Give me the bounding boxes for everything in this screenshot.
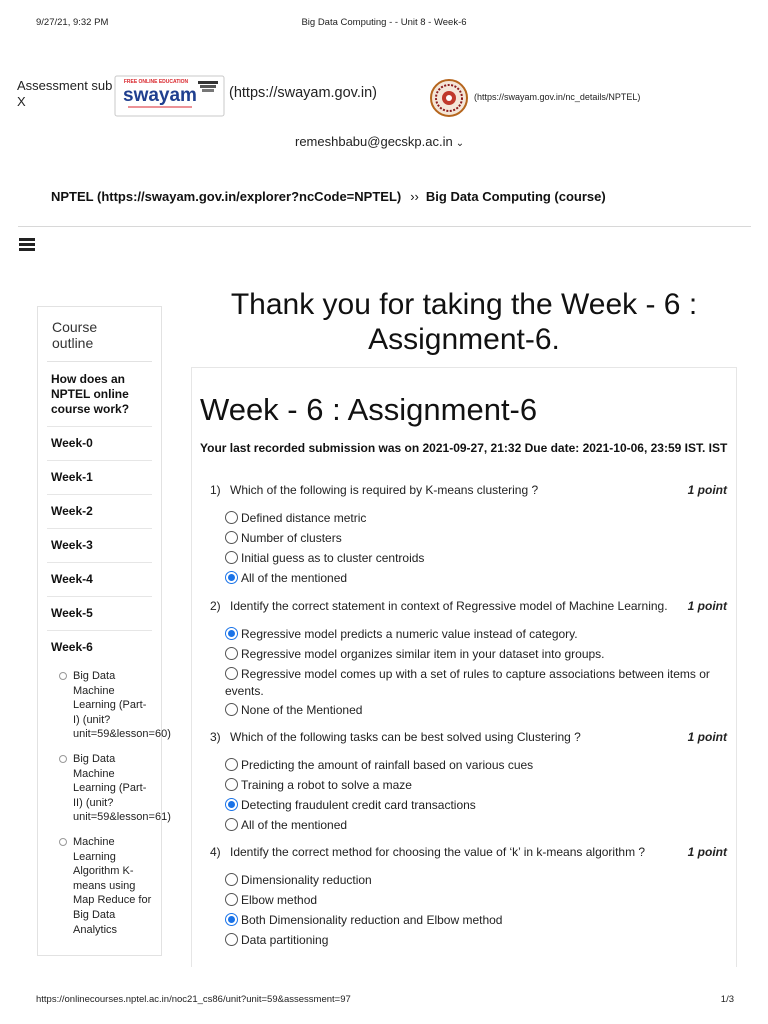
sidebar-item-how-it-works[interactable]: How does an NPTEL online course work? (47, 362, 152, 427)
radio-button[interactable] (225, 758, 238, 771)
question-text: Which of the following tasks can be best solved using Clustering ? (230, 730, 581, 744)
sidebar-item-week-3[interactable]: Week-3 (47, 529, 152, 563)
week-6-unit-list (47, 665, 171, 943)
radio-button[interactable] (225, 627, 238, 640)
swayam-url-link[interactable]: (https://swayam.gov.in) (229, 85, 378, 101)
option-label: None of the Mentioned (241, 703, 363, 717)
sidebar-unit[interactable] (47, 665, 171, 748)
swayam-logo-wordmark: swayam (123, 85, 197, 106)
sidebar-unit[interactable] (47, 831, 152, 943)
question-number: 2) (210, 599, 221, 613)
option-label: Detecting fraudulent credit card transactions (241, 798, 476, 812)
answer-option[interactable] (225, 626, 725, 643)
sidebar-heading: Course outline (47, 307, 152, 362)
option-label: Dimensionality reduction (241, 873, 372, 887)
answer-option[interactable] (225, 530, 725, 547)
header-divider (18, 226, 751, 227)
option-label: Elbow method (241, 893, 318, 907)
breadcrumb (51, 189, 606, 204)
answer-option[interactable] (225, 892, 725, 909)
option-label: Defined distance metric (241, 511, 367, 525)
option-label: Both Dimensionality reduction and Elbow method (241, 913, 503, 927)
menu-icon[interactable] (19, 238, 35, 251)
answer-option[interactable] (225, 702, 725, 719)
answer-option[interactable] (225, 666, 725, 700)
breadcrumb-separator: ›› (410, 189, 419, 204)
question-number: 1) (210, 483, 221, 497)
option-label: Regressive model organizes similar item in your dataset into groups. (241, 647, 605, 661)
radio-button[interactable] (225, 647, 238, 660)
answer-option[interactable] (225, 932, 725, 949)
question-points: 1 point (687, 730, 727, 744)
sidebar-item-week-5[interactable]: Week-5 (47, 597, 152, 631)
radio-button[interactable] (225, 531, 238, 544)
radio-button[interactable] (225, 933, 238, 946)
radio-button[interactable] (225, 913, 238, 926)
radio-button[interactable] (225, 778, 238, 791)
sidebar-unit-label: Big Data Machine Learning (Part-I) (unit?unit=59&lesson=60) (73, 670, 171, 741)
radio-button[interactable] (225, 511, 238, 524)
answer-option[interactable] (225, 550, 725, 567)
sidebar-item-week-4[interactable]: Week-4 (47, 563, 152, 597)
answer-option[interactable] (225, 646, 725, 663)
sidebar-unit-label: Machine Learning Algorithm K-means using Map Reduce for Big Data Analytics (73, 835, 152, 936)
sidebar-item-week-6[interactable]: Week-6 (51, 640, 93, 654)
swayam-logo-tag: FREE ONLINE EDUCATION (123, 79, 189, 85)
user-email: remeshbabu@gecskp.ac.in (295, 134, 453, 149)
sidebar-item-week-2[interactable]: Week-2 (47, 495, 152, 529)
breadcrumb-nptel[interactable]: NPTEL (https://swayam.gov.in/explorer?ncCode=NPTEL) (51, 189, 402, 204)
answer-option[interactable] (225, 510, 725, 527)
question-points: 1 point (687, 483, 727, 497)
course-outline-sidebar (37, 306, 171, 956)
option-label: Training a robot to solve a maze (241, 778, 412, 792)
option-label: Regressive model predicts a numeric value instead of category. (241, 627, 578, 641)
radio-button[interactable] (225, 818, 238, 831)
unit-status-icon (59, 672, 67, 680)
close-icon[interactable]: X (17, 94, 26, 109)
question-number: 4) (210, 845, 221, 859)
radio-button[interactable] (225, 551, 238, 564)
radio-button[interactable] (225, 571, 238, 584)
sidebar-item-week-1[interactable]: Week-1 (47, 461, 152, 495)
option-label: Data partitioning (241, 933, 329, 947)
assessment-link[interactable] (17, 78, 113, 110)
question-text: Which of the following is required by K-means clustering ? (230, 483, 539, 497)
top-bar (0, 72, 768, 132)
radio-button[interactable] (225, 703, 238, 716)
radio-button[interactable] (225, 667, 238, 680)
question-number: 3) (210, 730, 221, 744)
answer-option[interactable] (225, 817, 725, 834)
question-text: Identify the correct method for choosing the value of ‘k’ in k-means algorithm ? (230, 845, 646, 859)
submission-info: Your last recorded submission was on 2021-09-27, 21:32 Due date: 2021-10-06, 23:59 IST. IST (200, 441, 728, 455)
answer-option[interactable] (225, 757, 725, 774)
radio-button[interactable] (225, 798, 238, 811)
sidebar-unit[interactable] (47, 748, 171, 831)
option-label: Regressive model comes up with a set of rules to capture associations between items or events. (225, 667, 710, 698)
sidebar-item-week-0[interactable]: Week-0 (47, 427, 152, 461)
question-points: 1 point (687, 599, 727, 613)
unit-status-icon (59, 838, 67, 846)
answer-option[interactable] (225, 912, 725, 929)
answer-option[interactable] (225, 872, 725, 889)
option-label: Predicting the amount of rainfall based on various cues (241, 758, 534, 772)
breadcrumb-course[interactable]: Big Data Computing (course) (425, 189, 606, 204)
radio-button[interactable] (225, 893, 238, 906)
nptel-url-link[interactable]: (https://swayam.gov.in/nc_details/NPTEL) (474, 92, 641, 102)
print-title: Big Data Computing - - Unit 8 - Week-6 (301, 17, 467, 28)
chevron-down-icon: ⌄ (455, 138, 465, 149)
page-number: 1/3 (720, 994, 734, 1005)
option-label: All of the mentioned (241, 818, 348, 832)
sidebar-unit-label: Big Data Machine Learning (Part-II) (unit?unit=59&lesson=61) (73, 752, 171, 824)
option-label: Number of clusters (241, 531, 342, 545)
option-label: Initial guess as to cluster centroids (241, 551, 425, 565)
assignment-title: Week - 6 : Assignment-6 (200, 392, 538, 427)
page-title: Thank you for taking the Week - 6 : Assignment-6. (230, 288, 698, 356)
unit-status-icon (59, 755, 67, 763)
print-timestamp: 9/27/21, 9:32 PM (36, 17, 109, 28)
radio-button[interactable] (225, 873, 238, 886)
answer-option[interactable] (225, 777, 725, 794)
answer-option[interactable] (225, 570, 725, 587)
assessment-text: Assessment sub (17, 78, 113, 93)
question-text: Identify the correct statement in context of Regressive model of Machine Learning. (230, 599, 668, 613)
nptel-logo[interactable] (429, 78, 469, 118)
answer-option[interactable] (225, 797, 725, 814)
question-points: 1 point (687, 845, 727, 859)
option-label: All of the mentioned (241, 571, 348, 585)
swayam-logo[interactable] (114, 75, 225, 117)
user-menu[interactable] (295, 134, 464, 149)
print-url: https://onlinecourses.nptel.ac.in/noc21_cs86/unit?unit=59&assessment=97 (36, 994, 351, 1005)
